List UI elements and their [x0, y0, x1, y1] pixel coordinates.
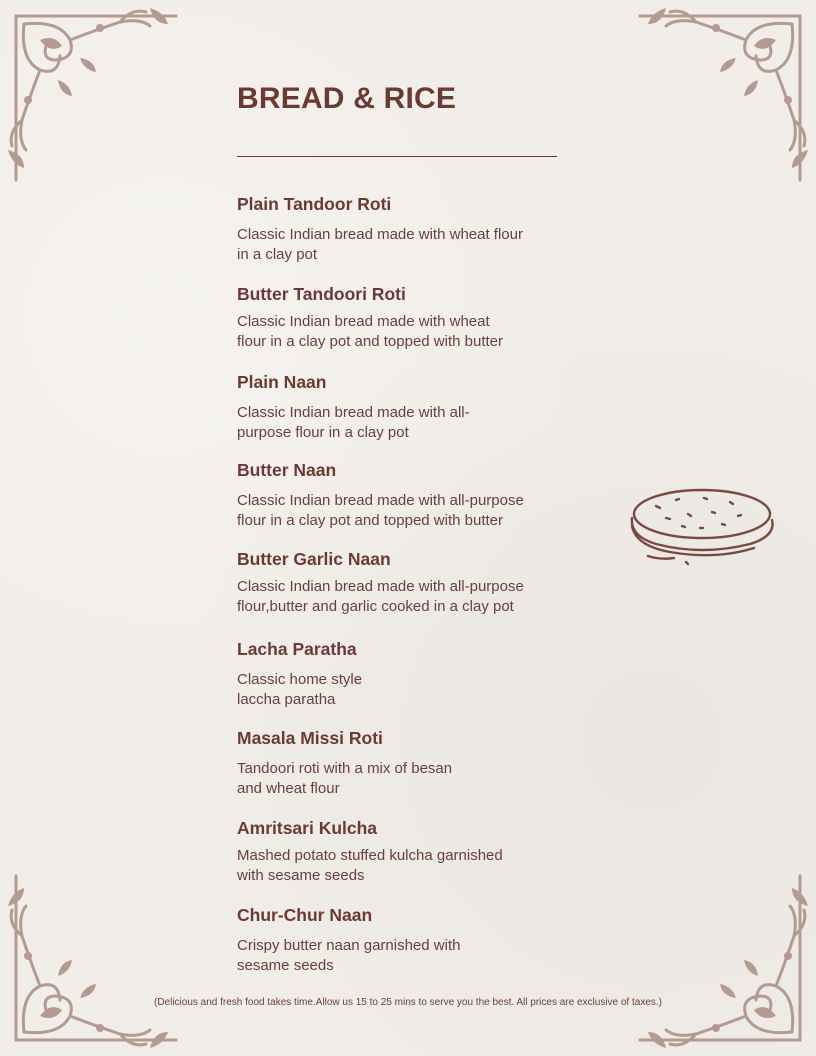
menu-item-description: Crispy butter naan garnished with sesame seeds: [237, 937, 461, 974]
menu-item-description: Classic Indian bread made with wheat flour in a clay pot: [237, 226, 523, 263]
menu-item-description: Classic Indian bread made with all-purpose flour in a clay pot and topped with butter: [237, 492, 524, 529]
menu-item-description: Classic Indian bread made with all-purpose flour,butter and garlic cooked in a clay pot: [237, 578, 524, 615]
menu-item-name: Butter Garlic Naan: [237, 549, 391, 569]
menu-item-description: Classic home style laccha paratha: [237, 671, 363, 708]
menu-item: [237, 548, 577, 617]
menu-item-description: Classic Indian bread made with wheat flour in a clay pot and topped with butter: [237, 313, 504, 350]
menu-item-description: Mashed potato stuffed kulcha garnished with sesame seeds: [237, 847, 503, 884]
menu-item: [237, 638, 577, 710]
menu-item: [237, 817, 577, 886]
corner-ornament-icon: [636, 871, 816, 1056]
corner-ornament-icon: [0, 0, 180, 185]
menu-item-name: Butter Tandoori Roti: [237, 284, 406, 304]
naan-bread-icon: [626, 484, 778, 568]
page-title: BREAD & RICE: [237, 82, 457, 115]
menu-item: [237, 283, 577, 352]
menu-item-name: Plain Naan: [237, 372, 327, 392]
menu-item: [237, 371, 577, 443]
menu-item-description: Classic Indian bread made with all- purpose flour in a clay pot: [237, 404, 470, 441]
corner-ornament-icon: [0, 871, 180, 1056]
menu-item-name: Amritsari Kulcha: [237, 818, 378, 838]
menu-item: [237, 727, 577, 799]
menu-item: [237, 459, 577, 531]
title-divider: [237, 156, 557, 157]
menu-item: [237, 193, 577, 265]
menu-item-name: Plain Tandoor Roti: [237, 194, 392, 214]
menu-item-name: Chur-Chur Naan: [237, 905, 373, 925]
menu-item: [237, 904, 577, 976]
menu-item-description: Tandoori roti with a mix of besan and wheat flour: [237, 760, 453, 797]
footnote: (Delicious and fresh food takes time.Allow us 15 to 25 mins to serve you the best. All prices are exclusive of taxes.): [153, 997, 663, 1008]
menu-item-name: Butter Naan: [237, 460, 337, 480]
menu-item-name: Masala Missi Roti: [237, 728, 383, 748]
corner-ornament-icon: [636, 0, 816, 185]
menu-item-name: Lacha Paratha: [237, 639, 357, 659]
